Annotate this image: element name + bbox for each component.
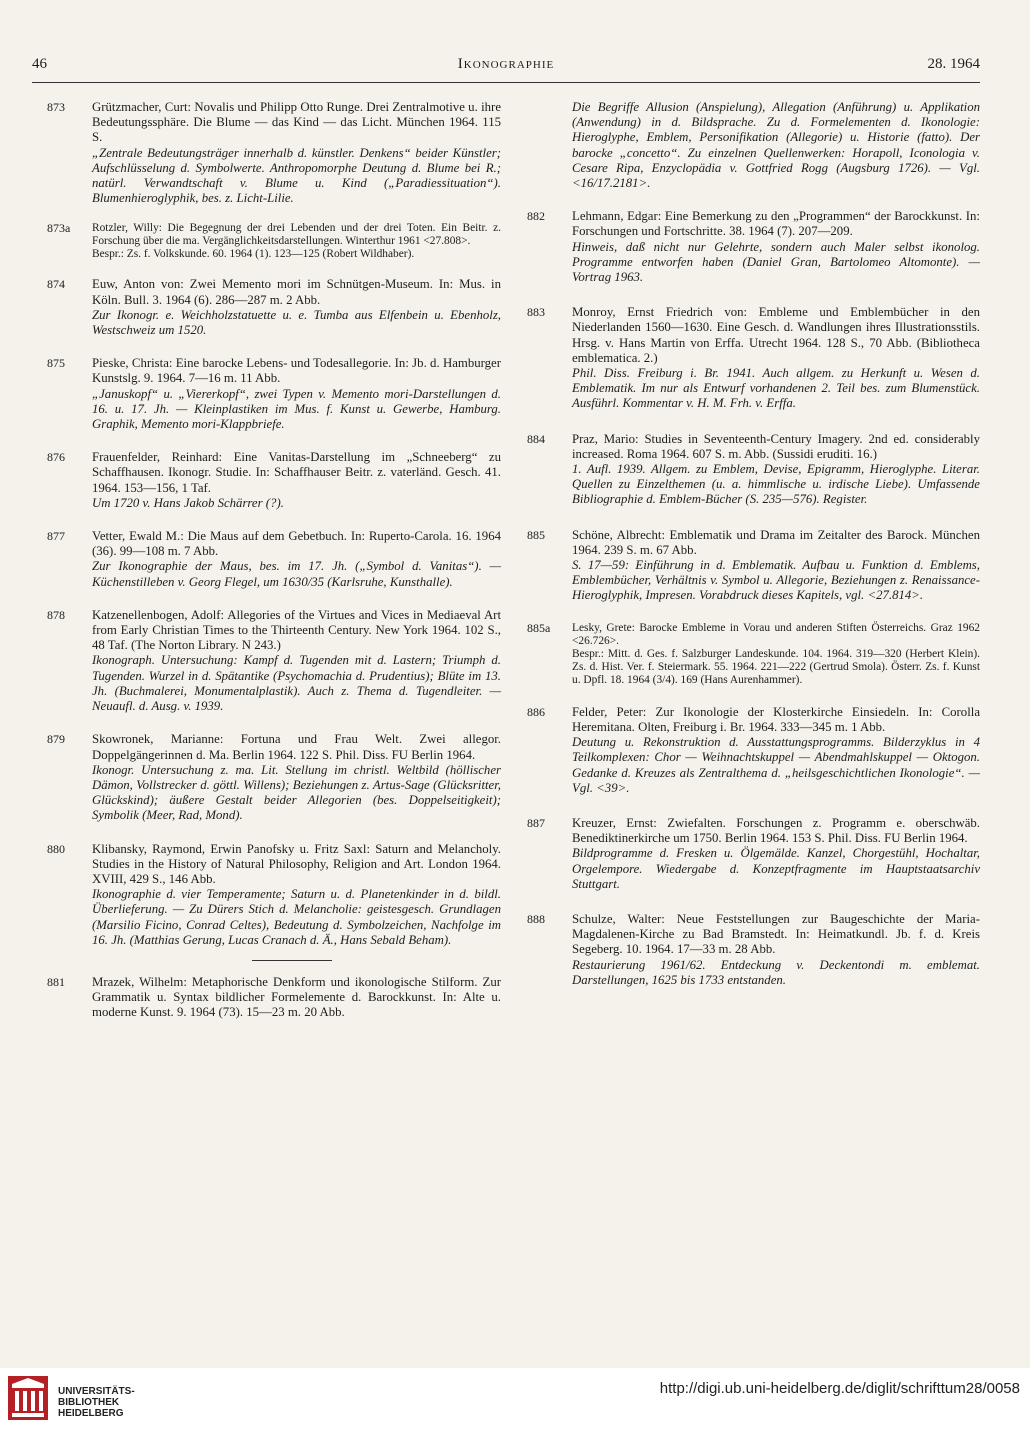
entry-873a <box>47 222 501 261</box>
entry-citation: Praz, Mario: Studies in Seventeenth-Century Imagery. 2nd ed. considerably increased. Roma 1964. 607 S. m. Abb. (Sussidi eruditi. 16.) <box>572 431 980 461</box>
entry-number: 888 <box>527 911 545 926</box>
left-column <box>47 100 501 1021</box>
entry-number: 884 <box>527 431 545 446</box>
entry-annotation: Ikonograph. Untersuchung: Kampf d. Tugenden mit d. Lastern; Triumph d. Tugenden. Wurzel in d. Spätantike (Psychomachia d. Prudentius); Blüte im 13. Jh. (Buchmalerei, Monumentalplastik). Auch z. Thema d. Tugendleiter. — Neuaufl. d. Ausg. v. 1939. <box>92 653 501 714</box>
entry-citation: Schulze, Walter: Neue Feststellungen zur Baugeschichte der Maria-Magdalenen-Kirche zu Bad Bramstedt. In: Heimatkundl. Jb. f. d. Kreis Segeberg. 10. 1964. 17—33 m. 28 Abb. <box>572 911 980 957</box>
entry-885a <box>527 622 980 687</box>
entry-number: 880 <box>47 841 65 856</box>
entry-annotation: 1. Aufl. 1939. Allgem. zu Emblem, Devise, Epigramm, Hieroglyphe. Literar. Quellen zu Einzelthemen (u. a. himmlische u. irdische Liebe). Umfassende Bibliographie d. Emblem-Bücher (S. 235—576). Register. <box>572 462 980 507</box>
entry-citation: Vetter, Ewald M.: Die Maus auf dem Gebetbuch. In: Ruperto-Carola. 16. 1964 (36). 99—108 m. 7 Abb. <box>92 529 501 559</box>
entry-number: 875 <box>47 356 65 371</box>
entry-number: 881 <box>47 974 65 989</box>
entry-citation: Lesky, Grete: Barocke Embleme in Vorau und anderen Stiften Österreichs. Graz 1962 <26.726>. <box>572 621 980 647</box>
entry-annotation: Zur Ikonographie der Maus, bes. im 17. Jh. („Symbol d. Vanitas“). — Küchenstilleben v. Georg Flegel, um 1630/35 (Karlsruhe, Kunsthalle). <box>92 559 501 589</box>
library-logo-icon <box>8 1376 48 1420</box>
library-name-line: UNIVERSITÄTS- <box>58 1386 135 1397</box>
entry-annotation: Zur Ikonogr. e. Weichholzstatuette u. e. Tumba aus Elfenbein u. Ebenholz, Westschweiz um 1520. <box>92 307 501 338</box>
continued-annotation-881: Die Begriffe Allusion (Anspielung), Allegation (Anführung) u. Applikation (Anwendung) in d. Bildsprache. Zu d. Formelementen d. Ikonologie: Hieroglyphe, Emblem, Personifikation (Allegorie) u. Historie (fatto). Der barocke „concetto“. Zu einzelnen Quellenwerken: Horapoll, Iconologia v. Cesare Ripa, Enzyclopädia v. Gottfried Rogg (Augsburg 1726). — Vgl. <16/17.2181>. <box>572 100 980 191</box>
entry-873 <box>47 100 501 206</box>
entry-number: 887 <box>527 815 545 830</box>
entry-citation: Frauenfelder, Reinhard: Eine Vanitas-Darstellung im „Schneeberg“ zu Schaffhausen. Ikonogr. Studie. In: Schaffhauser Beitr. z. vaterländ. Gesch. 41. 1964. 153—156, 1 Taf. <box>92 450 501 495</box>
entry-878 <box>47 608 501 714</box>
entry-number: 886 <box>527 704 545 719</box>
entry-number: 885a <box>527 620 551 635</box>
page-title: Ikonographie <box>457 56 555 72</box>
entry-citation: Mrazek, Wilhelm: Metaphorische Denkform und ikonologische Stilform. Zur Grammatik u. Syntax bildlicher Formelemente d. Barockkunst. In: Alte u. moderne Kunst. 9. 1964 (73). 15—23 m. 20 Abb. <box>92 974 501 1020</box>
entry-annotation: Hinweis, daß nicht nur Gelehrte, sondern auch Maler selbst ikonolog. Programme entworfen haben (Daniel Gran, Bartolomeo Altomonte). — Vortrag 1963. <box>572 239 980 285</box>
entry-citation: Lehmann, Edgar: Eine Bemerkung zu den „Programmen“ der Barockkunst. In: Forschungen und Fortschritte. 38. 1964 (7). 207—209. <box>572 209 980 239</box>
entry-annotation: Restaurierung 1961/62. Entdeckung v. Deckentondi m. emblemat. Darstellungen, 1625 bis 1733 entstanden. <box>572 957 980 987</box>
entry-876 <box>47 450 501 511</box>
page-header <box>32 56 980 80</box>
entry-citation: Katzenellenbogen, Adolf: Allegories of the Virtues and Vices in Mediaeval Art from Early Christian Times to the Thirteenth Century. New York 1964. 102 S., 48 Taf. (The Norton Library. N 243.) <box>92 607 501 653</box>
entry-citation: Grützmacher, Curt: Novalis und Philipp Otto Runge. Drei Zentralmotive u. ihre Bedeutungssphäre. Die Blume — das Kind — das Licht. München 1964. 115 S. <box>92 100 501 145</box>
entry-annotation: Deutung u. Rekonstruktion d. Ausstattungsprogramms. Bilderzyklus in 4 Teilkomplexen: Chor — Weihnachtskuppel — Abendmahlskuppel — Oktogon. Gedanke d. Kreuzes als Zentralthema d. „heilsgeschichtlichen Ikonologie“. — Vgl. <39>. <box>572 735 980 795</box>
entry-number: 873 <box>47 100 65 114</box>
right-column <box>527 100 980 988</box>
entry-886 <box>527 705 980 796</box>
entry-annotation: „Zentrale Bedeutungsträger innerhalb d. künstler. Denkens“ beider Künstler; Aufschlüsselung d. Symbolwerte. Anthropomorphe Deutung d. Blume bei R.; natürl. Verwandtschaft v. Blume u. Kind („Paradiessituation“). Blumenhieroglyphik, bes. z. Licht-Lilie. <box>92 145 501 206</box>
entry-885 <box>527 528 980 604</box>
entry-annotation: „Januskopf“ u. „Viererkopf“, zwei Typen v. Memento mori-Darstellungen d. 16. u. 17. Jh. — Kleinplastiken im Mus. f. Kunst u. Gewerbe, Hamburg. Graphik, Memento mori-Klappbriefe. <box>92 386 501 432</box>
section-divider <box>252 960 332 961</box>
entry-number: 874 <box>47 277 65 292</box>
entry-annotation: Phil. Diss. Freiburg i. Br. 1941. Auch allgem. zu Herkunft u. Wesen d. Emblematik. Im nur als Entwurf vorhandenen 2. Teil bes. zum Blumenstück. Ausführl. Kommentar v. H. M. Frh. v. Erffa. <box>572 366 980 411</box>
entry-number: 877 <box>47 529 65 544</box>
library-name-line: HEIDELBERG <box>58 1408 124 1419</box>
entry-citation: Klibansky, Raymond, Erwin Panofsky u. Fritz Saxl: Saturn and Melancholy. Studies in the History of Natural Philosophy, Religion and Art. London 1964. XVIII, 429 S., 146 Abb. <box>92 841 501 886</box>
page-year: 28. 1964 <box>927 56 980 72</box>
entry-879 <box>47 732 501 823</box>
header-rule <box>32 82 980 83</box>
entry-number: 885 <box>527 527 545 542</box>
library-name <box>58 1386 135 1419</box>
entry-citation: Skowronek, Marianne: Fortuna und Frau Welt. Zwei allegor. Doppelgängerinnen d. Ma. Berlin 1964. 122 S. Phil. Diss. FU Berlin 1964. <box>92 732 501 762</box>
entry-citation: Rotzler, Willy: Die Begegnung der drei Lebenden und der drei Toten. Ein Beitr. z. Forschung über die ma. Vergänglichkeitsdarstellungen. Winterthur 1961 <27.808>. <box>92 222 501 248</box>
digitization-footer <box>0 1368 1030 1442</box>
entry-citation: Pieske, Christa: Eine barocke Lebens- und Todesallegorie. In: Jb. d. Hamburger Kunstslg. 9. 1964. 7—16 m. 11 Abb. <box>92 356 501 386</box>
entry-number: 876 <box>47 450 65 465</box>
entry-citation: Felder, Peter: Zur Ikonologie der Klosterkirche Einsiedeln. In: Corolla Heremitana. Olten, Freiburg i. Br. 1964. 333—345 m. 1 Abb. <box>572 704 980 734</box>
entry-887 <box>527 816 980 892</box>
entry-number: 879 <box>47 732 65 747</box>
entry-review: Bespr.: Mitt. d. Ges. f. Salzburger Landeskunde. 104. 1964. 319—320 (Herbert Klein). Zs. d. Hist. Ver. f. Steiermark. 55. 1964. 221—222 (Gertrud Smola). Österr. Zs. f. Kunst u. Dpfl. 18. 1964 (3/4). 169 (Hans Aurenhammer). <box>572 647 980 686</box>
entry-citation: Monroy, Ernst Friedrich von: Embleme und Emblembücher in den Niederlanden 1560—1630. Eine Gesch. d. Wandlungen ihres Illustrationsstils. Hrsg. v. Hans Martin von Erffa. Utrecht 1964. 128 S., 70 Abb. (Bibliotheca emblematica. 2.) <box>572 305 980 365</box>
entry-annotation: S. 17—59: Einführung in d. Emblematik. Aufbau u. Funktion d. Emblems, Emblembücher, Verhältnis v. Symbol u. Allegorie, Beziehungen z. Renaissance-Hieroglyphik, Impresen. Vorabdruck dieses Kapitels, vgl. <27.814>. <box>572 558 980 603</box>
entry-number: 883 <box>527 305 545 320</box>
entry-877 <box>47 529 501 590</box>
page-number: 46 <box>32 56 47 72</box>
entry-number: 882 <box>527 209 545 224</box>
entry-annotation: Um 1720 v. Hans Jakob Schärrer (?). <box>92 495 284 510</box>
entry-884 <box>527 432 980 508</box>
entry-882 <box>527 209 980 285</box>
library-name-line: BIBLIOTHEK <box>58 1397 120 1408</box>
entry-citation: Kreuzer, Ernst: Zwiefalten. Forschungen z. Programm e. oberschwäb. Benediktinerkirche um 1750. Berlin 1964. 153 S. Phil. Diss. FU Berlin 1964. <box>572 815 980 846</box>
entry-review: Bespr.: Zs. f. Volkskunde. 60. 1964 (1). 123—125 (Robert Wildhaber). <box>92 248 415 261</box>
entry-888 <box>527 912 980 988</box>
entry-875 <box>47 356 501 432</box>
entry-annotation: Ikonogr. Untersuchung z. ma. Lit. Stellung im christl. Weltbild (höllischer Dämon, Vollstrecker d. göttl. Willens); Beziehungen z. Artus-Sage (Glücksritter, Glückskind); äußere Gestalt beider Allegorien (bes. Doppelseitigkeit); Symbolik (Meer, Rad, Mond). <box>92 762 501 823</box>
entry-annotation: Ikonographie d. vier Temperamente; Saturn u. d. Planetenkinder in d. bildl. Überlieferung. — Zu Dürers Stich d. Melancholie: geistesgesch. Grundlagen (Marsilio Ficino, Conrad Celtes), Bedeutung d. Symbolzeichen, Nachfolge im 16. Jh. (Matthias Gerung, Lucas Cranach d. Ä., Hans Sebald Beham). <box>92 887 501 947</box>
entry-874 <box>47 277 501 338</box>
entry-citation: Euw, Anton von: Zwei Memento mori im Schnütgen-Museum. In: Mus. in Köln. Bull. 3. 1964 (6). 286—287 m. 2 Abb. <box>92 277 501 307</box>
source-url[interactable]: http://digi.ub.uni-heidelberg.de/diglit/schrifttum28/0058 <box>659 1380 1020 1397</box>
entry-881 <box>47 975 501 1021</box>
entry-883 <box>527 305 980 411</box>
entry-citation: Schöne, Albrecht: Emblematik und Drama im Zeitalter des Barock. München 1964. 239 S. m. 67 Abb. <box>572 527 980 557</box>
entry-880 <box>47 842 501 948</box>
entry-number: 878 <box>47 607 65 622</box>
entry-number: 873a <box>47 221 71 236</box>
entry-annotation: Bildprogramme d. Fresken u. Ölgemälde. Kanzel, Chorgestühl, Hochaltar, Orgelempore. Wiedergabe d. Konzeptfragmente im Hauptstaatsarchiv Stuttgart. <box>572 846 980 891</box>
